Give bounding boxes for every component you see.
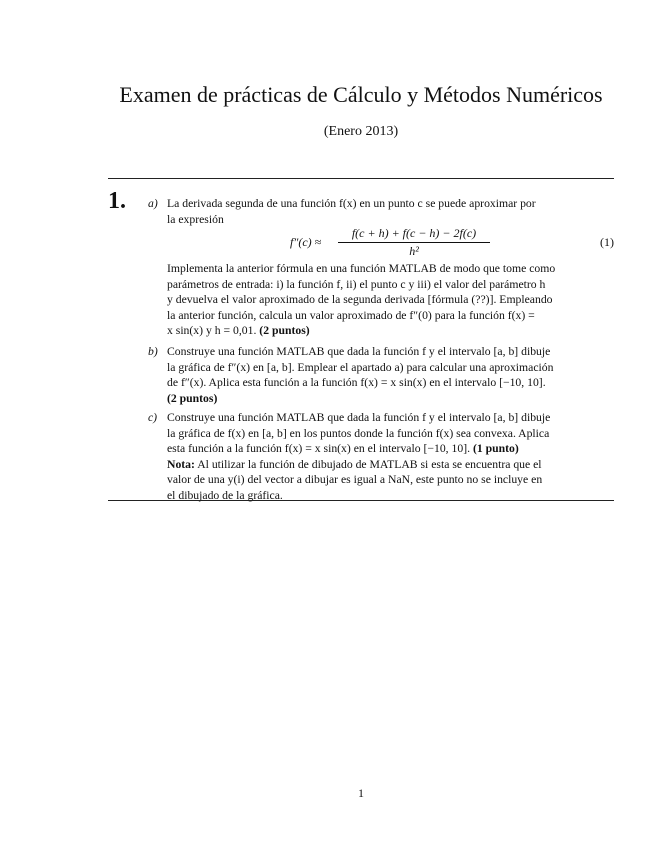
equation-numerator: f(c + h) + f(c − h) − 2f(c) bbox=[338, 226, 490, 243]
part-c-note-line: Al utilizar la función de dibujado de MATLAB si esta se encuentra que el bbox=[197, 457, 542, 471]
part-c-label: c) bbox=[148, 411, 158, 424]
part-a-points: (2 puntos) bbox=[259, 324, 310, 338]
equation-tag: (1) bbox=[600, 235, 614, 249]
part-b-line: de f″(x). Aplica esta función a la función f(x) = x sin(x) en el intervalo [−10, 10]. bbox=[167, 376, 546, 390]
question-number: 1. bbox=[108, 188, 126, 214]
bottom-rule bbox=[108, 500, 614, 501]
part-c-note-line: el dibujado de la gráfica. bbox=[167, 488, 283, 502]
part-a-line: la anterior función, calcula un valor aproximado de f″(0) para la función f(x) = bbox=[167, 308, 535, 322]
page-number: 1 bbox=[358, 786, 364, 800]
part-b-label: b) bbox=[148, 345, 158, 358]
top-rule bbox=[108, 178, 614, 179]
part-b-line: la gráfica de f″(x) en [a, b]. Emplear el apartado a) para calcular una aproximación bbox=[167, 360, 554, 374]
exam-date: (Enero 2013) bbox=[323, 124, 399, 139]
part-a-intro bbox=[167, 196, 614, 227]
equation-fraction bbox=[338, 226, 490, 259]
equation-lhs: f″(c) ≈ bbox=[290, 235, 322, 249]
part-a-label: a) bbox=[148, 197, 158, 210]
part-b-line: Construye una función MATLAB que dada la función f y el intervalo [a, b] dibuje bbox=[167, 345, 551, 358]
part-a-line: y devuelva el valor aproximado de la segunda derivada [fórmula (??)]. Empleando bbox=[167, 293, 553, 307]
document-title: Examen de prácticas de Cálculo y Métodos Numéricos bbox=[119, 82, 603, 107]
part-a-intro-line: La derivada segunda de una función f(x) en un punto c se puede aproximar por bbox=[167, 197, 536, 210]
part-c-note-line: valor de una y(i) del vector a dibujar es igual a NaN, este punto no se incluye en bbox=[167, 473, 543, 487]
part-c-line: esta función a la función f(x) = x sin(x) en el intervalo [−10, 10]. bbox=[167, 442, 471, 456]
part-c-line: la gráfica de f(x) en [a, b] en los puntos donde la función f(x) sea convexa. Aplica bbox=[167, 426, 550, 440]
part-a-intro-line: la expresión bbox=[167, 212, 224, 226]
equation-1 bbox=[148, 226, 614, 262]
part-a-line: parámetros de entrada: i) la función f, ii) el punto c y iii) el valor del parámetro h bbox=[167, 277, 546, 291]
equation-denominator: h² bbox=[409, 244, 419, 258]
part-a-line: x sin(x) y h = 0,01. bbox=[167, 324, 257, 338]
part-c-note-label: Nota: bbox=[167, 457, 195, 471]
part-c-points: (1 punto) bbox=[472, 442, 519, 456]
part-c-line: Construye una función MATLAB que dada la función f y el intervalo [a, b] dibuje bbox=[167, 411, 551, 424]
part-b-points: (2 puntos) bbox=[167, 391, 218, 405]
part-a-line: Implementa la anterior fórmula en una función MATLAB de modo que tome como bbox=[167, 262, 556, 275]
